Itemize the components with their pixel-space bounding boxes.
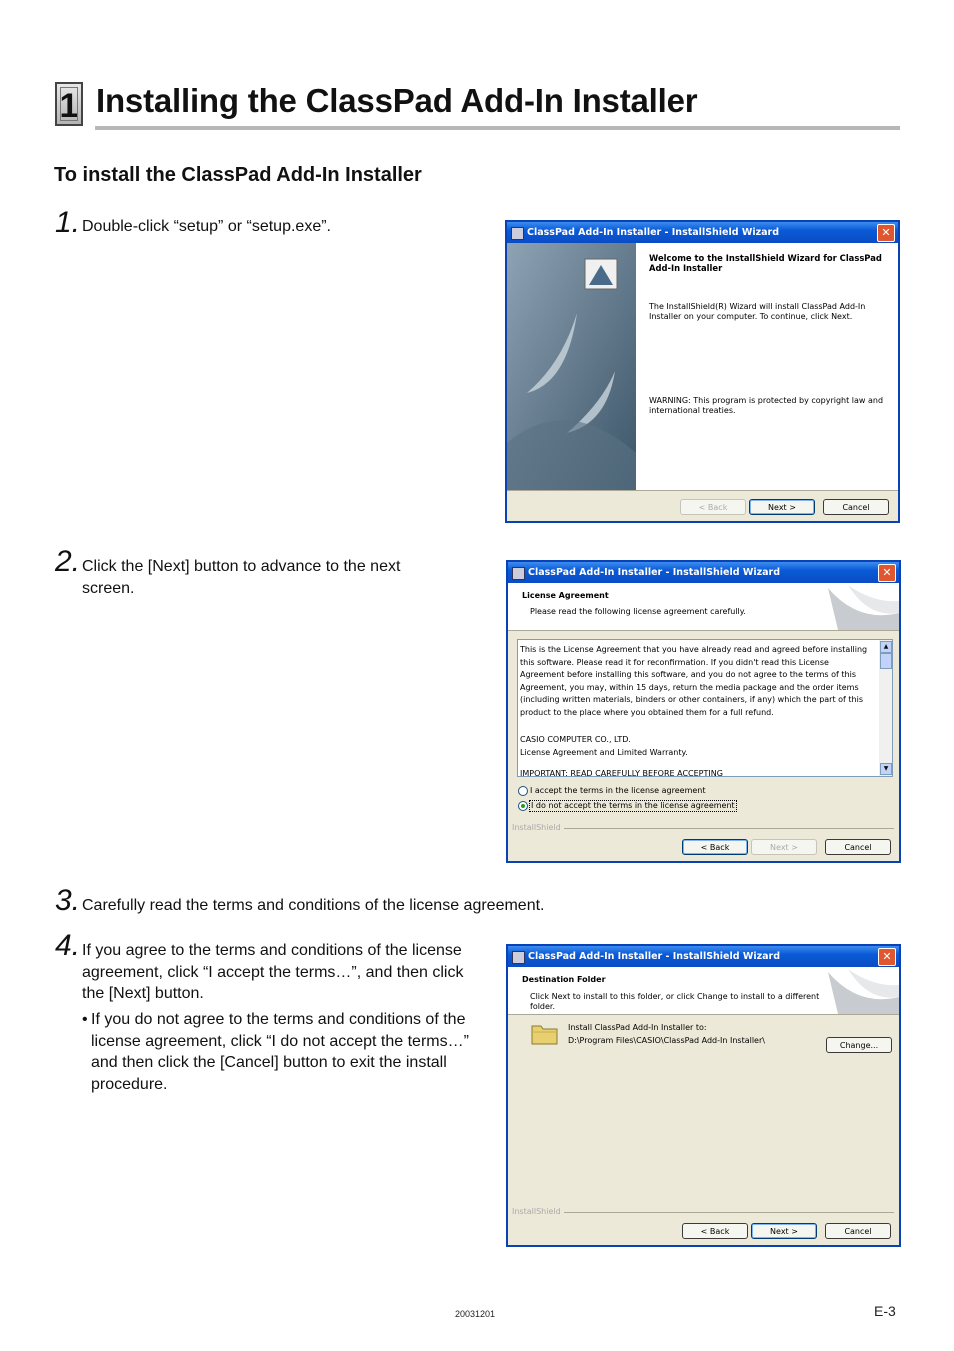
license-cutoff-line: IMPORTANT: READ CAREFULLY BEFORE ACCEPTING: [520, 769, 723, 777]
scroll-thumb[interactable]: [880, 653, 892, 669]
scroll-up-icon[interactable]: ▲: [880, 641, 892, 653]
step-4-bullet: [82, 1009, 487, 1095]
close-icon[interactable]: ✕: [878, 564, 896, 582]
license-doc-title: License Agreement and Limited Warranty.: [520, 748, 688, 757]
wizard-side-banner: [507, 243, 636, 490]
welcome-heading: Welcome to the InstallShield Wizard for ClassPad Add-In Installer: [649, 253, 882, 273]
welcome-body: The InstallShield(R) Wizard will install ClassPad Add-In Installer on your computer. To continue, click Next.: [649, 302, 866, 321]
cancel-button[interactable]: Cancel: [825, 839, 891, 855]
license-paragraph: This is the License Agreement that you have already read and agreed before installing this software. Please read it for reconfirmation. If you didn't read this License Agreement before installing this software, and you do not agree to the terms of this Agreement, you may, within 15 days, return the media package and the order items (including written materials, binders or other containers, if any) which the part of this product to the place where you obtained them for a full refund.: [520, 645, 868, 717]
next-button[interactable]: Next >: [749, 499, 815, 515]
next-button[interactable]: Next >: [751, 1223, 817, 1239]
close-icon[interactable]: ✕: [877, 224, 895, 242]
destination-heading: Destination Folder: [522, 975, 606, 984]
step-3-text: Carefully read the terms and conditions of the license agreement.: [82, 897, 545, 914]
step-4-number: 4.: [55, 929, 81, 962]
installshield-rule: [564, 1212, 894, 1213]
scroll-down-icon[interactable]: ▼: [880, 763, 892, 775]
step-4-text: If you agree to the terms and conditions of the license agreement, click “I accept the terms…”, and then click the [Next] button.: [82, 942, 464, 1003]
next-button[interactable]: Next >: [751, 839, 817, 855]
license-heading: License Agreement: [522, 591, 609, 600]
step-3-number: 3.: [55, 884, 81, 917]
window-title: ClassPad Add-In Installer - InstallShield Wizard: [528, 951, 781, 962]
accept-radio[interactable]: [518, 786, 528, 796]
installshield-label: InstallShield: [512, 823, 561, 832]
app-icon: [512, 567, 525, 580]
license-subtext: Please read the following license agreement carefully.: [530, 607, 746, 616]
bullet-mark: •: [82, 1011, 88, 1028]
welcome-warning: WARNING: This program is protected by copyright law and international treaties.: [649, 396, 884, 415]
install-to-label: Install ClassPad Add-In Installer to:: [568, 1023, 707, 1032]
change-button[interactable]: Change...: [826, 1037, 892, 1053]
license-text-area[interactable]: [517, 639, 893, 777]
title-underline: [95, 126, 900, 130]
page-number: E-3: [874, 1303, 896, 1319]
scrollbar[interactable]: [879, 640, 892, 776]
step-1-number: 1.: [55, 206, 81, 239]
step-2-number: 2.: [55, 545, 81, 578]
install-path: D:\Program Files\CASIO\ClassPad Add-In Installer\: [568, 1036, 765, 1045]
accept-label[interactable]: I accept the terms in the license agreement: [530, 786, 706, 795]
welcome-content: [636, 243, 898, 490]
window-title: ClassPad Add-In Installer - InstallShield Wizard: [527, 227, 780, 238]
subheading: To install the ClassPad Add-In Installer: [54, 164, 422, 186]
app-icon: [511, 227, 524, 240]
folder-icon: [531, 1022, 559, 1046]
cancel-button[interactable]: Cancel: [823, 499, 889, 515]
section-number-badge: 1: [55, 82, 83, 126]
installshield-rule: [564, 828, 894, 829]
installshield-label: InstallShield: [512, 1207, 561, 1216]
step-1-text: Double-click “setup” or “setup.exe”.: [82, 218, 331, 235]
page-curl-graphic: [818, 583, 899, 630]
page-title: Installing the ClassPad Add-In Installer: [96, 82, 698, 119]
cancel-button[interactable]: Cancel: [825, 1223, 891, 1239]
page-curl-graphic: [818, 967, 899, 1014]
license-dialog: [506, 560, 901, 863]
title-bar: [507, 222, 898, 243]
decline-label[interactable]: I do not accept the terms in the license agreement: [531, 801, 735, 810]
title-bar: [508, 562, 899, 583]
divider: [507, 490, 898, 491]
title-bar: [508, 946, 899, 967]
window-title: ClassPad Add-In Installer - InstallShield Wizard: [528, 567, 781, 578]
decline-radio[interactable]: [518, 801, 528, 811]
license-company: CASIO COMPUTER CO., LTD.: [520, 735, 631, 744]
print-code: 20031201: [455, 1309, 496, 1319]
step-2-text: Click the [Next] button to advance to the next screen.: [82, 558, 401, 597]
bullet-text: If you do not agree to the terms and conditions of the license agreement, click “I do not accept the terms…” and then click the [Cancel] button to exit the install procedure.: [91, 1011, 469, 1093]
back-button[interactable]: < Back: [682, 839, 748, 855]
app-icon: [512, 951, 525, 964]
close-icon[interactable]: ✕: [878, 948, 896, 966]
destination-dialog: [506, 944, 901, 1247]
destination-subtext: Click Next to install to this folder, or click Change to install to a different folder.: [530, 992, 820, 1011]
back-button[interactable]: < Back: [682, 1223, 748, 1239]
welcome-dialog: [505, 220, 900, 523]
back-button[interactable]: < Back: [680, 499, 746, 515]
